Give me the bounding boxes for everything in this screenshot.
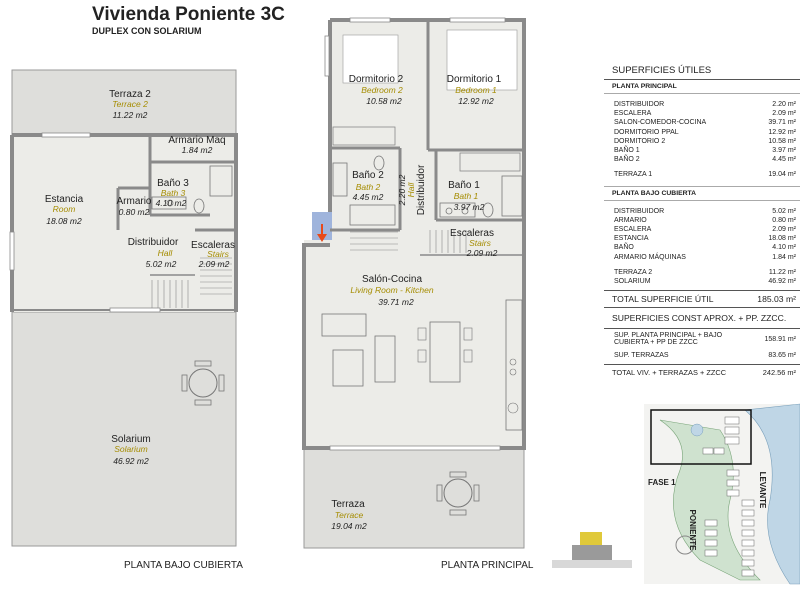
- table-row: [604, 234, 800, 243]
- main-floor-plan: [304, 18, 524, 548]
- row-label: ARMARIO: [614, 216, 647, 224]
- table-row: [604, 243, 800, 252]
- row-value: 2.09 m²: [772, 226, 796, 234]
- salon-area: 39.71 m2: [378, 297, 414, 307]
- escaleras-upper-name: Escaleras: [191, 240, 235, 251]
- bano1-name: Baño 1: [448, 180, 480, 191]
- salon-name: Salón-Cocina: [361, 274, 423, 285]
- row-value: 18.08 m²: [768, 235, 796, 243]
- row-value: 10.58 m²: [768, 137, 796, 145]
- row-label: SUP. TERRAZAS: [614, 352, 669, 360]
- main-plan-title: PLANTA PRINCIPAL: [441, 560, 534, 571]
- bano3-area: 4.10 m2: [155, 198, 187, 208]
- row-value: 1.84 m²: [772, 253, 796, 261]
- row-label: DORMITORIO PPAL: [614, 128, 679, 136]
- table-row: [604, 225, 800, 234]
- escaleras-upper-area: 2.09 m2: [198, 259, 230, 269]
- bajo-rows: [604, 207, 800, 262]
- total-util-label: TOTAL SUPERFICIE ÚTIL: [612, 294, 714, 305]
- distribuidor-upper-name: Distribuidor: [127, 237, 179, 248]
- bajo-extra-rows: [604, 268, 800, 286]
- row-label: SALON-COMEDOR-COCINA: [614, 119, 707, 127]
- table-row: [604, 216, 800, 225]
- bano3-en: Bath 3: [160, 188, 186, 198]
- total-const-row: [604, 364, 800, 379]
- site-map-poniente: PONIENTE: [688, 509, 697, 551]
- total-util-row: [604, 290, 800, 308]
- row-label: SOLARIUM: [614, 278, 651, 286]
- estancia-area: 18.08 m2: [46, 216, 82, 226]
- terraza1-label: TERRAZA 1: [614, 171, 653, 179]
- distribuidor-upper-en: Hall: [157, 248, 173, 258]
- row-label: ESCALERA: [614, 226, 652, 234]
- row-value: 2.09 m²: [772, 110, 796, 118]
- row-value: 12.92 m²: [768, 128, 796, 136]
- dormitorio2-area: 10.58 m2: [366, 96, 402, 106]
- row-value: 11.22 m²: [768, 268, 796, 276]
- surfaces-heading: SUPERFICIES ÚTILES: [604, 62, 800, 80]
- row-label: BAÑO 2: [614, 156, 640, 164]
- row-value: 4.10 m²: [772, 244, 796, 252]
- principal-rows: [604, 100, 800, 164]
- dormitorio2-name: Dormitorio 2: [348, 74, 404, 85]
- armario-area: 0.80 m2: [118, 207, 150, 217]
- escaleras-upper-en: Stairs: [207, 249, 229, 259]
- table-row: [604, 329, 800, 349]
- site-map-fase: FASE 1: [648, 478, 676, 487]
- table-row: [604, 128, 800, 137]
- terraza2-area: 11.22 m2: [112, 110, 148, 120]
- row-value: 4.45 m²: [772, 156, 796, 164]
- row-label: ARMARIO MÁQUINAS: [614, 253, 686, 261]
- row-label: BAÑO 1: [614, 147, 640, 155]
- terraza-name: Terraza: [331, 499, 365, 510]
- bano3-name: Baño 3: [157, 178, 189, 189]
- dormitorio1-area: 12.92 m2: [458, 96, 494, 106]
- total-util-value: 185.03 m²: [757, 294, 796, 305]
- table-row: [604, 207, 800, 216]
- section-thumbnail: [552, 532, 632, 568]
- upper-floor-plan: [10, 70, 236, 546]
- page-title: Vivienda Poniente 3C: [92, 4, 285, 25]
- terraza1-value: 19.04 m²: [768, 171, 796, 179]
- row-value: 2.20 m²: [772, 101, 796, 108]
- total-const-value: 242.56 m²: [762, 368, 796, 378]
- escaleras-main-en: Stairs: [469, 238, 491, 248]
- solarium-name: Solarium: [111, 434, 151, 445]
- row-value: 83.65 m²: [768, 352, 796, 360]
- row-label: DISTRIBUIDOR: [614, 207, 665, 215]
- row-label: SUP. PLANTA PRINCIPAL + BAJO CUBIERTA + PP DE ZZCC: [614, 332, 723, 347]
- row-value: 39.71 m²: [768, 119, 796, 127]
- armario-name: Armario: [116, 196, 152, 207]
- table-row: [604, 146, 800, 155]
- principal-section-title: PLANTA PRINCIPAL: [604, 80, 800, 94]
- table-row: [604, 277, 800, 286]
- dormitorio1-en: Bedroom 1: [455, 85, 497, 95]
- distribuidor-main-en: Hall: [406, 182, 416, 198]
- terraza1-row: [604, 170, 800, 179]
- row-label: TERRAZA 2: [614, 268, 653, 276]
- surfaces-table: [604, 62, 800, 379]
- bano2-en: Bath 2: [355, 182, 381, 192]
- distribuidor-upper-area: 5.02 m2: [145, 259, 177, 269]
- distribuidor-main-name: Distribuidor: [416, 164, 427, 216]
- total-const-label: TOTAL VIV. + TERRAZAS + ZZCC: [612, 368, 727, 378]
- dormitorio2-en: Bedroom 2: [361, 85, 403, 95]
- salon-en: Living Room - Kitchen: [350, 285, 434, 295]
- table-row: [604, 268, 800, 277]
- distribuidor-main-area: 2.20 m2: [397, 174, 407, 206]
- table-row: [604, 137, 800, 146]
- solarium-en: Solarium: [114, 444, 148, 454]
- terraza2-en: Terrace 2: [112, 99, 148, 109]
- escaleras-main-name: Escaleras: [450, 228, 494, 239]
- site-map: [644, 404, 800, 584]
- bano2-area: 4.45 m2: [352, 192, 384, 202]
- row-value: 0.80 m²: [772, 216, 796, 224]
- estancia-en: Room: [52, 204, 76, 214]
- row-value: 5.02 m²: [772, 207, 796, 215]
- const-rows: [604, 329, 800, 362]
- table-row: [604, 109, 800, 118]
- bano1-en: Bath 1: [453, 191, 479, 201]
- row-label: ESTANCIA: [614, 235, 649, 243]
- row-label: BAÑO: [614, 244, 634, 252]
- terraza2-name: Terraza 2: [109, 89, 151, 100]
- table-row: [604, 349, 800, 362]
- site-map-levante: LEVANTE: [758, 471, 767, 509]
- table-row: [604, 253, 800, 262]
- terraza-en: Terrace: [334, 510, 364, 520]
- bano2-name: Baño 2: [352, 170, 384, 181]
- row-value: 3.97 m²: [772, 147, 796, 155]
- row-label: DISTRIBUIDOR: [614, 101, 665, 108]
- row-value: 46.92 m²: [768, 278, 796, 286]
- estancia-name: Estancia: [44, 194, 84, 205]
- bano1-area: 3.97 m2: [453, 202, 485, 212]
- bajo-section-title: PLANTA BAJO CUBIERTA: [604, 186, 800, 201]
- page-subtitle: DUPLEX CON SOLARIUM: [92, 26, 202, 36]
- dormitorio1-name: Dormitorio 1: [446, 74, 502, 85]
- table-row: [604, 100, 800, 109]
- armario-maq-name: Armario Maq: [168, 135, 226, 146]
- row-label: DORMITORIO 2: [614, 137, 666, 145]
- table-row: [604, 155, 800, 164]
- row-value: 158.91 m²: [764, 335, 796, 343]
- terraza-area: 19.04 m2: [331, 521, 367, 531]
- const-heading: SUPERFICIES CONST APROX. + PP. ZZCC.: [604, 308, 800, 329]
- row-label: ESCALERA: [614, 110, 652, 118]
- escaleras-main-area: 2.09 m2: [466, 248, 498, 258]
- armario-maq-area: 1.84 m2: [181, 145, 213, 155]
- table-row: [604, 118, 800, 127]
- upper-plan-title: PLANTA BAJO CUBIERTA: [124, 560, 243, 571]
- solarium-area: 46.92 m2: [113, 456, 149, 466]
